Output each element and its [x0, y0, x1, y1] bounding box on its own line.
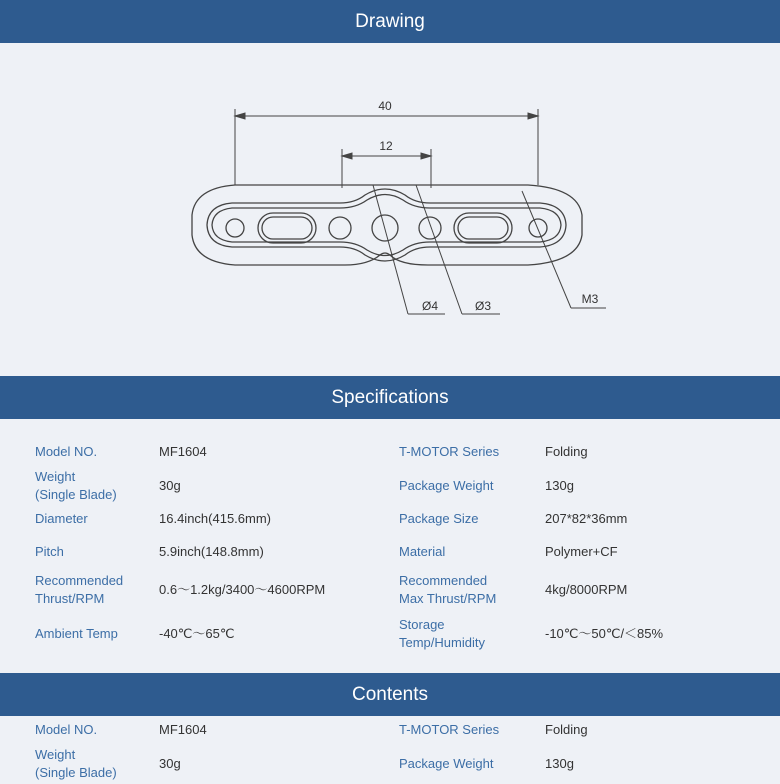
- spec-label: Recommended Max Thrust/RPM: [399, 573, 497, 606]
- spec-label: Recommended Thrust/RPM: [35, 573, 124, 606]
- drawing-section-header: Drawing: [0, 0, 780, 43]
- spec-label: Material: [399, 544, 446, 559]
- spec-value: -40℃～65℃: [159, 626, 235, 641]
- spec-value: 5.9inch(148.8mm): [159, 544, 264, 559]
- spec-label: Model NO.: [35, 444, 98, 459]
- spec-value: 130g: [545, 478, 574, 493]
- spec-label: Weight (Single Blade): [35, 747, 117, 780]
- spec-value: 130g: [545, 756, 574, 771]
- spec-value: Folding: [545, 444, 588, 459]
- spec-value: MF1604: [159, 444, 207, 459]
- spec-label: Ambient Temp: [35, 626, 118, 641]
- spec-value: Polymer+CF: [545, 544, 618, 559]
- spec-label: Weight (Single Blade): [35, 469, 117, 502]
- screw-m3-label: M3: [581, 292, 599, 306]
- spec-label: T-MOTOR Series: [399, 444, 500, 459]
- spec-value: 30g: [159, 478, 181, 493]
- spec-value: MF1604: [159, 722, 207, 737]
- spec-label: Package Weight: [399, 756, 494, 771]
- hole-4-label: Ø4: [421, 299, 439, 313]
- spec-label: T-MOTOR Series: [399, 722, 500, 737]
- spec-label: Pitch: [35, 544, 64, 559]
- spec-label: Package Size: [399, 511, 479, 526]
- spec-value: 16.4inch(415.6mm): [159, 511, 271, 526]
- hole-3-label: Ø3: [474, 299, 492, 313]
- dimension-40-label: 40: [378, 99, 392, 113]
- spec-label: Model NO.: [35, 722, 98, 737]
- blade-holder-drawing: [0, 43, 780, 376]
- technical-drawing: [0, 43, 780, 376]
- specifications-section-header: Specifications: [0, 376, 780, 419]
- spec-value: Folding: [545, 722, 588, 737]
- spec-value: 0.6～1.2kg/3400～4600RPM: [159, 582, 326, 597]
- dimension-12-label: 12: [379, 139, 393, 153]
- spec-label: Storage Temp/Humidity: [399, 617, 485, 650]
- spec-value: 4kg/8000RPM: [545, 582, 628, 597]
- contents-section-header: Contents: [0, 673, 780, 716]
- spec-label: Package Weight: [399, 478, 494, 493]
- spec-value: 30g: [159, 756, 181, 771]
- spec-value: -10℃～50℃/＜85%: [545, 626, 664, 641]
- spec-value: 207*82*36mm: [545, 511, 628, 526]
- spec-label: Diameter: [35, 511, 88, 526]
